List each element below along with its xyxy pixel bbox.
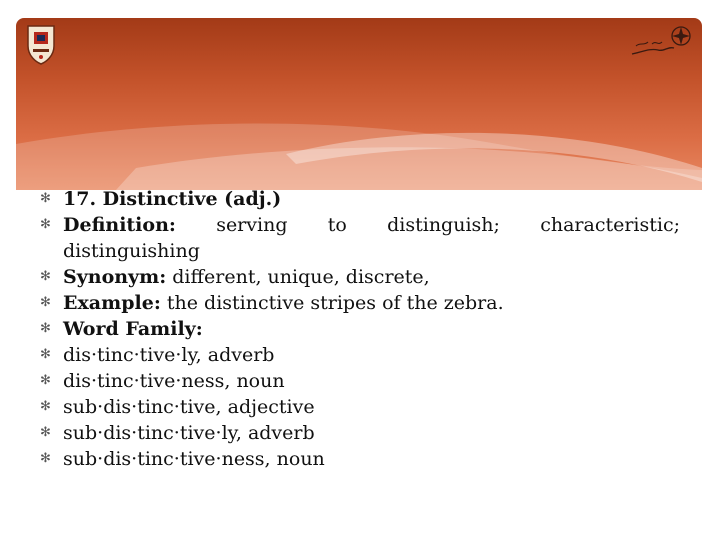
bullet-star-icon: ✻ <box>40 425 51 440</box>
definition-label: Definition: <box>63 214 176 236</box>
bullet-star-icon: ✻ <box>40 269 51 284</box>
list-item <box>40 290 680 316</box>
word-family-entry: dis·tinc·tive·ly, adverb <box>63 344 275 366</box>
calligraphy-emblem-icon <box>628 22 694 62</box>
list-item <box>40 394 680 420</box>
bullet-star-icon: ✻ <box>40 191 51 206</box>
list-item <box>40 212 680 264</box>
example-text: the distinctive stripes of the zebra. <box>160 292 504 314</box>
word-family-entry: sub·dis·tinc·tive, adjective <box>63 396 315 418</box>
word-family-label: Word Family: <box>63 318 203 340</box>
list-item <box>40 342 680 368</box>
list-item <box>40 368 680 394</box>
example-label: Example: <box>63 292 161 314</box>
synonym-text: different, unique, discrete, <box>166 266 430 288</box>
university-crest-icon <box>24 22 58 66</box>
list-item <box>40 316 680 342</box>
list-item <box>40 446 680 472</box>
header-banner <box>16 18 702 190</box>
word-heading: 17. Distinctive (adj.) <box>63 188 282 210</box>
definition-text: serving to distinguish; characteristic; distinguishing <box>63 214 680 262</box>
word-family-entry: sub·dis·tinc·tive·ly, adverb <box>63 422 315 444</box>
list-item <box>40 264 680 290</box>
word-family-entry: dis·tinc·tive·ness, noun <box>63 370 285 392</box>
header-wave-decoration <box>16 18 702 190</box>
vocabulary-list <box>40 186 680 472</box>
bullet-star-icon: ✻ <box>40 295 51 310</box>
bullet-star-icon: ✻ <box>40 399 51 414</box>
bullet-star-icon: ✻ <box>40 373 51 388</box>
synonym-label: Synonym: <box>63 266 167 288</box>
bullet-star-icon: ✻ <box>40 347 51 362</box>
bullet-star-icon: ✻ <box>40 321 51 336</box>
list-item <box>40 420 680 446</box>
bullet-star-icon: ✻ <box>40 217 51 232</box>
list-item <box>40 186 680 212</box>
bullet-star-icon: ✻ <box>40 451 51 466</box>
word-family-entry: sub·dis·tinc·tive·ness, noun <box>63 448 325 470</box>
